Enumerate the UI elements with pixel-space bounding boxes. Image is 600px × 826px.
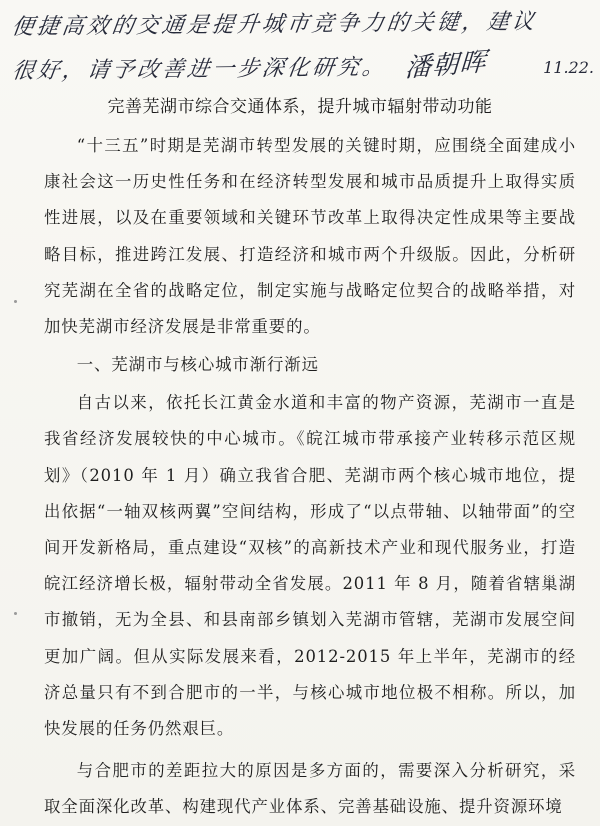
intro-paragraph: “十三五”时期是芜湖市转型发展的关键时期，应围绕全面建成小康社会这一历史性任务和在经济转型发展和城市品质提升上取得实质性进展，以及在重要领域和关键环节改革上取得决定性成果等主要战略目标，推进跨江发展、打造经济和城市两个升级版。因此，分析研究芜湖在全省的战略定位，制定实施与战略定位契合的战略举措，对加快芜湖市经济发展是非常重要的。 <box>44 136 576 337</box>
annotation-line-1: 便捷高效的交通是提升城市竞争力的关键，建议 <box>10 9 539 41</box>
annotation-date: 11.22. <box>543 58 594 77</box>
document-title: 完善芜湖市综合交通体系，提升城市辐射带动功能 <box>107 97 493 117</box>
section-heading: 一、芜湖市与核心城市渐行渐远 <box>76 355 319 375</box>
document-body <box>44 128 576 826</box>
handwritten-signature: 潘朝晖 <box>404 47 488 84</box>
scan-speck <box>14 612 17 615</box>
annotation-line-2 <box>9 43 595 93</box>
handwritten-annotation <box>12 1 593 93</box>
scan-speck <box>14 300 17 303</box>
section-paragraph-continued: 与合肥市的差距拉大的原因是多方面的，需要深入分析研究，采取全面深化改革、构建现代产业体系、完善基础设施、提升资源环境 <box>44 761 576 817</box>
section-paragraph: 自古以来，依托长江黄金水道和丰富的物产资源，芜湖市一直是我省经济发展较快的中心城市。《皖江城市带承接产业转移示范区规划》（2010 年 1 月）确立我省合肥、芜湖市两个核心城市地位，提出依据“一轴双核两翼”空间结构，形成了“以点带轴、以轴带面”的空间开发新格局，重点建设“双核”的高新技术产业和现代服务业，打造皖江经济增长极，辐射带动全省发展。2011 年 8 月，随着省辖巢湖市撤销，无为全县、和县南部乡镇划入芜湖市管辖，芜湖市发展空间更加广阔。但从实际发展来看，2012-2015 年上半年，芜湖市的经济总量只有不到合肥市的一半，与核心城市地位极不相称。所以，加快发展的任务仍然艰巨。 <box>44 393 576 739</box>
annotation-line-2-text: 很好，请予改善进一步深化研究。 <box>10 55 389 85</box>
